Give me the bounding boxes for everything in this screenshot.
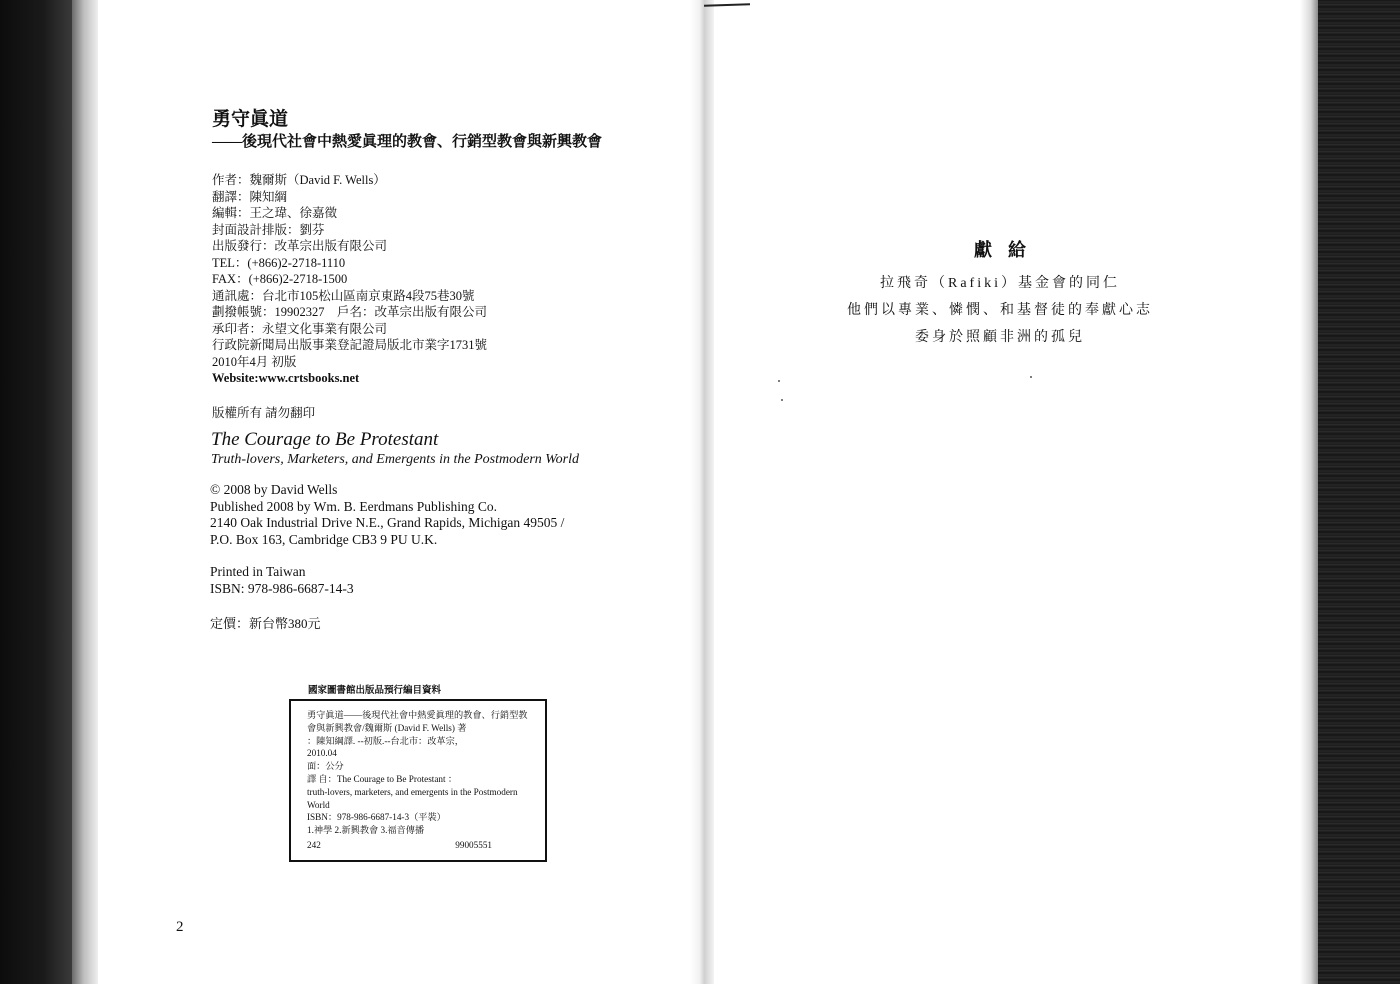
printed-info xyxy=(210,564,354,597)
cip-line: ISBN：978-986-6687-14-3（平裝） xyxy=(307,812,446,823)
cip-numbers-row xyxy=(307,839,492,852)
cip-line: 勇守眞道——後現代社會中熱愛眞理的教會、行銷型教 xyxy=(307,710,528,720)
english-subtitle: Truth-lovers, Marketers, and Emergents in the Postmodern World xyxy=(211,452,579,467)
credits-block xyxy=(212,172,487,387)
published-by-line: Published 2008 by Wm. B. Eerdmans Publishing Co. xyxy=(210,498,498,514)
credit-registration: 行政院新聞局出版事業登記證局版北市業字1731號 xyxy=(212,338,488,352)
price-line: 定價：新台幣380元 xyxy=(210,616,321,631)
cip-line: 會與新興教會/魏爾斯 (David F. Wells) 著 xyxy=(307,722,467,733)
cip-line: ：陳知綱譯. --初版.--台北市：改革宗， xyxy=(307,735,464,746)
credit-printer: 承印者：永望文化事業有限公司 xyxy=(212,321,388,336)
book-subtitle: ——後現代社會中熱愛眞理的教會、行銷型教會與新興教會 xyxy=(212,134,603,150)
cip-line: World xyxy=(307,799,330,810)
dedication-line: 委身於照顧非洲的孤兒 xyxy=(915,330,1085,345)
book-title: 勇守眞道 xyxy=(212,109,289,130)
rights-notice: 版權所有 請勿翻印 xyxy=(212,406,316,420)
credit-author: 作者：魏爾斯（David F. Wells） xyxy=(212,173,386,187)
scan-speck xyxy=(1030,376,1032,378)
scan-speck xyxy=(778,380,780,382)
page-number: 2 xyxy=(176,919,184,935)
english-title: The Courage to Be Protestant xyxy=(211,429,439,450)
page-edge-shadow-right xyxy=(1300,0,1318,984)
cip-line: truth-lovers, marketers, and emergents in the Postmodern xyxy=(307,786,518,797)
publication-info xyxy=(210,482,564,548)
cip-heading: 國家圖書館出版品預行編目資料 xyxy=(308,686,442,696)
publisher-address-line: 2140 Oak Industrial Drive N.E., Grand Rapids, Michigan 49505 / xyxy=(210,515,565,530)
cip-class-number: 242 xyxy=(307,839,321,850)
book-gutter xyxy=(690,0,714,984)
credit-publisher: 出版發行：改革宗出版有限公司 xyxy=(212,239,388,253)
cip-line: 譯 自：The Courage to Be Protestant ： xyxy=(307,773,458,784)
cip-data-box xyxy=(289,699,547,862)
cip-line: 面：公分 xyxy=(307,761,344,772)
dedication-line: 他們以專業、憐憫、和基督徒的奉獻心志 xyxy=(847,303,1153,318)
credit-tel: TEL：(+866)2-2718-1110 xyxy=(212,255,346,270)
credit-account: 劃撥帳號：19902327 戶名：改革宗出版有限公司 xyxy=(212,305,488,319)
dedication-line: 拉飛奇（Rafiki）基金會的同仁 xyxy=(880,276,1120,291)
copyright-line: © 2008 by David Wells xyxy=(210,482,338,497)
isbn-line: ISBN: 978-986-6687-14-3 xyxy=(210,580,354,596)
credit-edition: 2010年4月 初版 xyxy=(212,354,297,369)
website-link[interactable]: Website:www.crtsbooks.net xyxy=(212,371,360,385)
dedication-title: 獻給 xyxy=(974,240,1042,260)
printed-in-line: Printed in Taiwan xyxy=(210,564,306,579)
scan-speck xyxy=(781,399,783,401)
copyright-page xyxy=(0,0,690,984)
gutter-mark xyxy=(704,3,750,7)
scan-edge-right xyxy=(1318,0,1400,984)
cip-line: 2010.04 xyxy=(307,748,337,759)
credit-editor: 編輯：王之瑋、徐嘉徵 xyxy=(212,206,338,220)
credit-cover-design: 封面設計排版：劉芬 xyxy=(212,222,325,237)
publisher-po-box-line: P.O. Box 163, Cambridge CB3 9 PU U.K. xyxy=(210,531,438,547)
credit-address: 通訊處：台北市105松山區南京東路4段75巷30號 xyxy=(212,288,475,303)
credit-fax: FAX：(+866)2-2718-1500 xyxy=(212,272,348,286)
cip-record-number: 99005551 xyxy=(455,839,492,850)
credit-translator: 翻譯：陳知綱 xyxy=(212,189,288,204)
dedication-block xyxy=(820,236,1180,351)
cip-line: 1.神學 2.新興教會 3.福音傳播 xyxy=(307,825,425,836)
